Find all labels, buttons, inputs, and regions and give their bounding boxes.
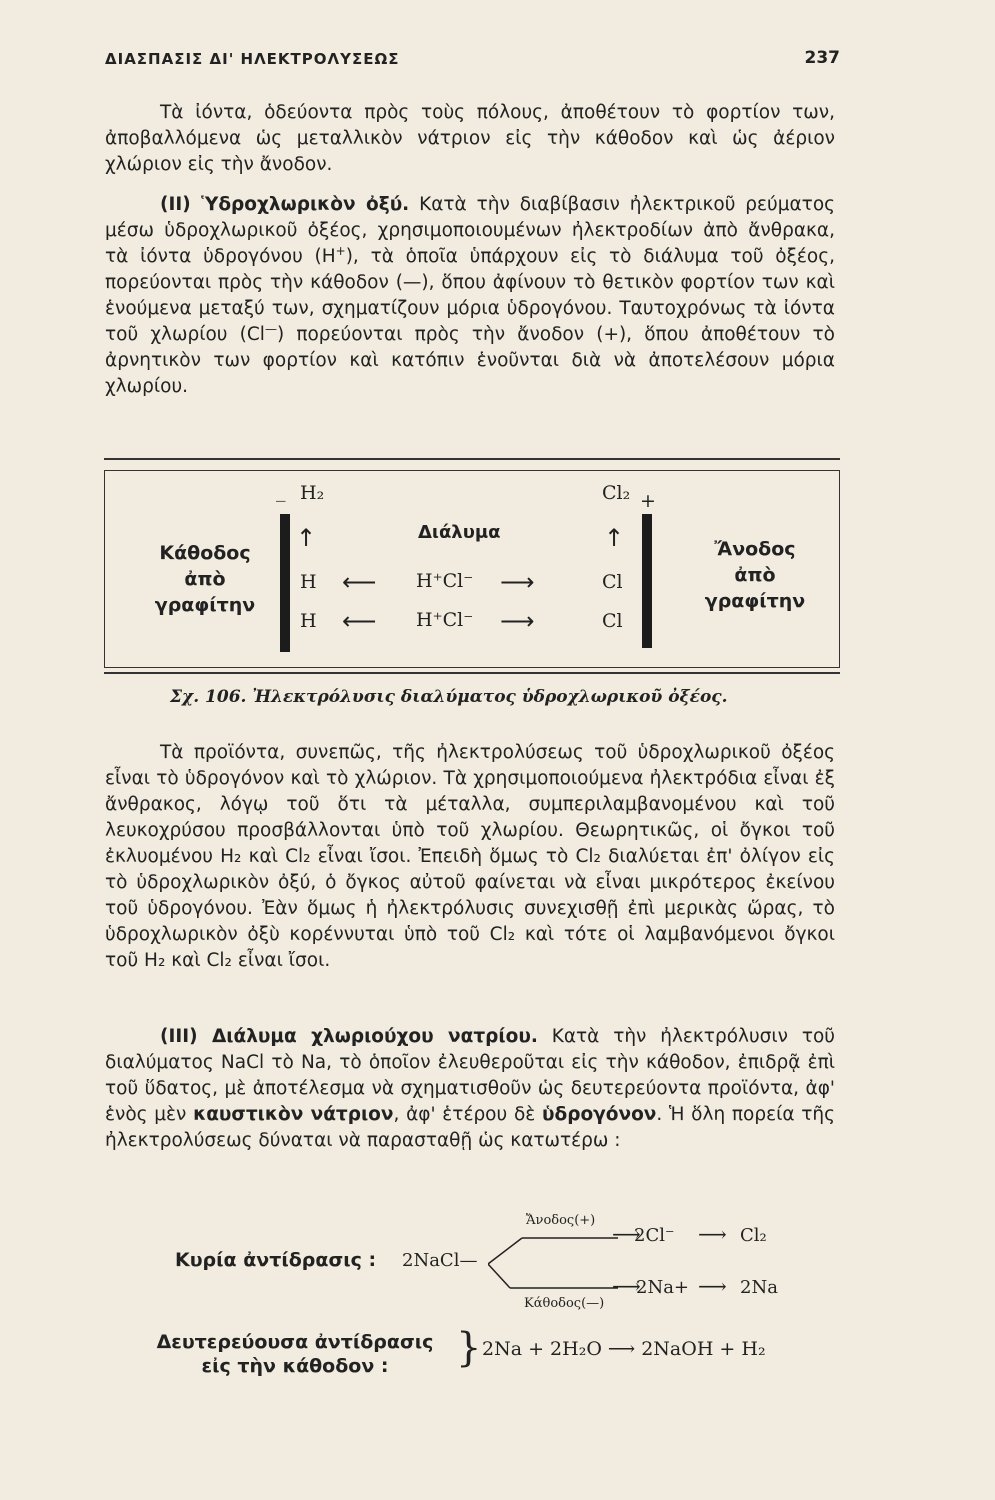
cathode-label-line-2: ἀπὸ <box>184 568 226 590</box>
left-arrow-1: ⟵ <box>342 568 377 596</box>
paragraph-2-text-c: ) πορεύονται πρὸς τὴν ἄνοδον (+), ὅπου ἀποθέτουν τὸ ἀρνητικὸν των φορτίον καὶ κατόπιν ἑνοῦνται διὰ νὰ ἀποτελέσουν μόρια χλωρίου. <box>105 324 835 397</box>
left-arrow-2: ⟵ <box>342 607 377 635</box>
paragraph-4-text-b: , ἀφ' ἑτέρου δὲ <box>393 1104 542 1125</box>
cathode-sign: _ <box>276 480 286 502</box>
anode-label-line-1: Ἄνοδος <box>714 538 796 560</box>
section-heading-nacl: (III) Διάλυμα χλωριούχου νατρίου. <box>160 1026 538 1047</box>
h2-up-arrow: ↑ <box>296 524 317 552</box>
figure-bottom-rule <box>104 672 840 674</box>
anode-label <box>690 536 820 614</box>
cathode-mid-product: 2Na+ <box>636 1277 690 1298</box>
paragraph-4 <box>105 1024 835 1154</box>
paragraph-4-text-a: Κατὰ τὴν ἠλεκτρόλυσιν τοῦ διαλύματος NaCl τὸ Na, τὸ ὁποῖον ἐλευθεροῦται εἰς τὴν κάθοδον, ἐπιδρᾷ ἐπὶ τοῦ ὕδατος, μὲ ἀποτέλεσμα νὰ σχηματισθοῦν ὡς δευτερεύοντα προϊόντα, ἀφ' ἑνὸς μὲν <box>105 1026 835 1125</box>
figure-caption: Σχ. 106. Ἠλεκτρόλυσις διαλύματος ὑδροχλωρικοῦ ὀξέος. <box>170 687 728 707</box>
ion-pair-2: H⁺Cl⁻ <box>416 609 474 631</box>
paragraph-4-bold-a: καυστικὸν νάτριον <box>193 1104 394 1125</box>
solution-label: Διάλυμα <box>418 522 501 543</box>
h-atom-1: H <box>300 571 317 593</box>
cl-atom-1: Cl <box>602 571 623 593</box>
anode-arrow-2: ⟶ <box>698 1222 727 1246</box>
paragraph-2-text-a: Κατὰ τὴν διαβίβασιν ἠλεκτρικοῦ ρεύματος μέσω ὑδροχλωρικοῦ ὀξέος, χρησιμοποιουμένων ἠλεκτροδίων ἀπὸ ἄνθρακα, τὰ ἰόντα ὑδρογόνου (H <box>105 194 835 267</box>
paragraph-1: Τὰ ἰόντα, ὁδεύοντα πρὸς τοὺς πόλους, ἀποθέτουν τὸ φορτίον των, ἀποβαλλόμενα ὡς μεταλλικὸν νάτριον εἰς τὴν κάθοδον καὶ ὡς ἀέριον χλώριον εἰς τὴν ἄνοδον. <box>105 102 835 175</box>
anode-electrode <box>642 514 652 648</box>
section-heading-hcl: (II) Ὑδροχλωρικὸν ὀξύ. <box>160 194 410 215</box>
right-arrow-1: ⟶ <box>500 568 535 596</box>
h-atom-2: H <box>300 610 317 632</box>
paragraph-3: Τὰ προϊόντα, συνεπῶς, τῆς ἠλεκτρολύσεως τοῦ ὑδροχλωρικοῦ ὀξέος εἶναι τὸ ὑδρογόνον καὶ τὸ χλώριον. Τὰ χρησιμοποιούμενα ἠλεκτρόδια εἶναι ἐξ ἄνθρακος, λόγῳ τοῦ ὅτι τὰ μέταλλα, συμπεριλαμβανομένου καὶ τοῦ λευκοχρύσου προσβάλλονται ὑπὸ τοῦ χλωρίου. Θεωρητικῶς, οἱ ὄγκοι τοῦ ἐκλυομένου H₂ καὶ Cl₂ εἶναι ἴσοι. Ἐπειδὴ ὅμως τὸ Cl₂ διαλύεται ἐπ' ὀλίγον εἰς τὸ ὑδροχλωρικὸν ὀξύ, ὁ ὄγκος αὐτοῦ φαίνεται νὰ εἶναι μικρότερος ἐκείνου τοῦ ὑδρογόνου. Ἐὰν ὅμως ἡ ἠλεκτρόλυσις συνεχισθῇ ἐπὶ μερικὰς ὥρας, τὸ ὑδροχλωρικὸν ὀξὺ κορέννυται ὑπὸ τοῦ Cl₂ καὶ τότε οἱ λαμβανόμενοι ὄγκοι τοῦ H₂ καὶ Cl₂ εἶναι ἴσοι. <box>105 742 835 971</box>
paragraph-2-sup-a: + <box>335 243 346 258</box>
cathode-end-product: 2Na <box>740 1277 778 1298</box>
anode-arrow-1: ⟶ <box>612 1222 641 1246</box>
cathode-label-line-1: Κάθοδος <box>159 542 251 564</box>
main-reaction-label: Κυρία ἀντίδρασις : <box>175 1249 377 1271</box>
anode-label-line-2: ἀπὸ <box>734 564 776 586</box>
paragraph-4-bold-b: ὑδρογόνον <box>542 1104 657 1125</box>
anode-note: Ἄνοδος(+) <box>526 1213 596 1228</box>
anode-mid-product: 2Cl⁻ <box>634 1225 675 1246</box>
figure-electrolysis-hcl <box>104 458 840 676</box>
cathode-electrode <box>280 514 290 652</box>
cl2-product: Cl₂ <box>602 482 631 504</box>
cathode-label-line-3: γραφίτην <box>154 594 256 616</box>
paragraph-2-text-b: ), τὰ ὁποῖα ὑπάρχουν εἰς τὸ διάλυμα τοῦ ὀξέος, πορεύονται πρὸς τὴν κάθοδον (—), ὅπου ἀφίνουν τὸ θετικὸν φορτίον των καὶ ἑνούμενα μεταξύ των, σχηματίζουν μόρια ὑδρογόνου. Ταυτοχρόνως τὰ ἰόντα τοῦ χλωρίου (Cl <box>105 246 835 345</box>
cathode-arrow-2: ⟶ <box>698 1274 727 1298</box>
right-arrow-2: ⟶ <box>500 607 535 635</box>
secondary-label-line-2: εἰς τὴν κάθοδον : <box>201 1355 389 1377</box>
figure-top-rule <box>104 458 840 460</box>
brace: } <box>456 1325 482 1371</box>
anode-end-product: Cl₂ <box>740 1225 767 1246</box>
secondary-equation: 2Na + 2H₂O ⟶ 2NaOH + H₂ <box>482 1338 766 1360</box>
cathode-label <box>140 540 270 618</box>
secondary-reaction-label <box>137 1330 453 1378</box>
anode-label-line-3: γραφίτην <box>704 590 806 612</box>
cl-atom-2: Cl <box>602 610 623 632</box>
cathode-arrow-1: ⟶ <box>612 1274 641 1298</box>
h2-product: H₂ <box>300 482 325 504</box>
main-reaction-reactant: 2NaCl— <box>402 1250 478 1271</box>
paragraph-4-text-c: . Ἡ ὅλη πορεία τῆς ἠλεκτρολύσεως δύναται νὰ παρασταθῇ ὡς κατωτέρω : <box>105 1104 836 1151</box>
anode-sign: + <box>640 490 656 512</box>
paragraph-2-sup-b: — <box>264 321 277 336</box>
ion-pair-1: H⁺Cl⁻ <box>416 570 474 592</box>
running-header <box>105 48 840 74</box>
branch-lines <box>488 1226 628 1302</box>
cathode-note: Κάθοδος(—) <box>524 1296 605 1311</box>
page-number: 237 <box>804 48 840 68</box>
cl2-up-arrow: ↑ <box>604 524 625 552</box>
secondary-label-line-1: Δευτερεύουσα ἀντίδρασις <box>156 1331 434 1353</box>
chapter-title: ΔΙΑΣΠΑΣΙΣ ΔΙ' ΗΛΕΚΤΡΟΛΥΣΕΩΣ <box>105 50 400 68</box>
paragraph-2 <box>105 192 835 400</box>
